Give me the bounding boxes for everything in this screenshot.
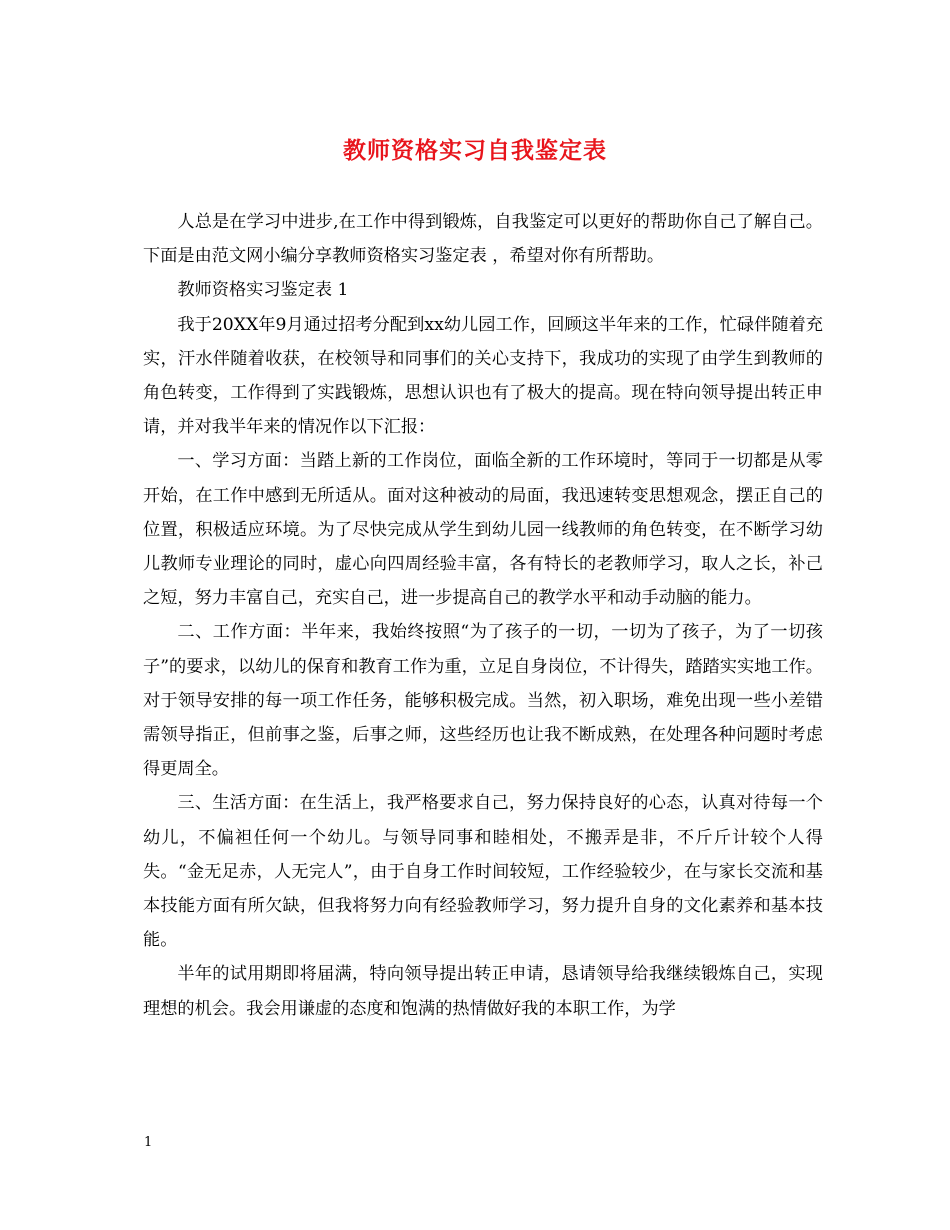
section-heading: 教师资格实习鉴定表 1 (177, 280, 349, 301)
study-paragraph: 一、学习方面：当踏上新的工作岗位，面临全新的工作环境时，等同于一切都是从零开始，在工作中感到无所适从。面对这种被动的局面，我迅速转变思想观念，摆正自己的位置，积极适应环境。为了尽快完成从学生到幼儿园一线教师的角色转变，在不断学习幼儿教师专业理论的同时，虚心向四周经验丰富，各有特长的老教师学习，取人之长，补己之短，努力丰富自己，充实自己，进一步提高自己的教学水平和动手动脑的能力。 (143, 451, 823, 609)
intro-paragraph: 人总是在学习中进步,在工作中得到锻炼，自我鉴定可以更好的帮助你自己了解自己。下面是由范文网小编分享教师资格实习鉴定表 ，希望对你有所帮助。 (143, 212, 823, 267)
page-number: 1 (144, 1135, 153, 1150)
document-body (143, 205, 823, 1026)
life-paragraph: 三、生活方面：在生活上，我严格要求自己，努力保持良好的心态，认真对待每一个幼儿，不偏袒任何一个幼儿。与领导同事和睦相处，不搬弄是非，不斤斤计较个人得失。“金无足赤，人无完人”，由于自身工作时间较短，工作经验较少，在与家长交流和基本技能方面有所欠缺，但我将努力向有经验教师学习，努力提升自身的文化素养和基本技能。 (143, 793, 823, 951)
work-paragraph: 二、工作方面：半年来，我始终按照“为了孩子的一切，一切为了孩子，为了一切孩子”的要求，以幼儿的保育和教育工作为重，立足自身岗位，不计得失，踏踏实实地工作。对于领导安排的每一项工作任务，能够积极完成。当然，初入职场，难免出现一些小差错需领导指正，但前事之鉴，后事之师，这些经历也让我不断成熟，在处理各种问题时考虑得更周全。 (143, 622, 823, 780)
closing-paragraph: 半年的试用期即将届满，特向领导提出转正申请，恳请领导给我继续锻炼自己，实现理想的机会。我会用谦虚的态度和饱满的热情做好我的本职工作，为学 (143, 964, 823, 1019)
body-paragraph: 我于20XX年9月通过招考分配到xx幼儿园工作，回顾这半年来的工作，忙碌伴随着充实，汗水伴随着收获，在校领导和同事们的关心支持下，我成功的实现了由学生到教师的角色转变，工作得到了实践锻炼，思想认识也有了极大的提高。现在特向领导提出转正申请，并对我半年来的情况作以下汇报： (143, 314, 823, 438)
document-title: 教师资格实习自我鉴定表 (343, 138, 607, 164)
